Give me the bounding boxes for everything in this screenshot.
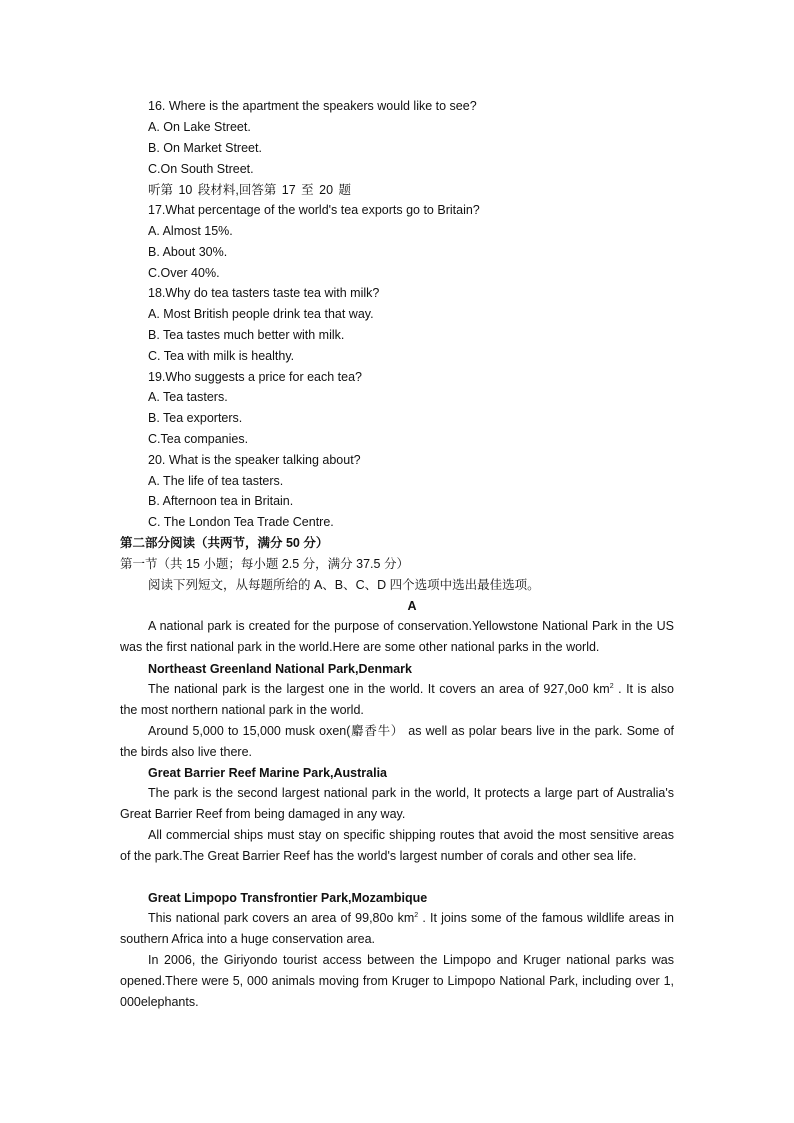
option-20c: C. The London Tea Trade Centre. [148,515,334,529]
option-16c: C.On South Street. [148,162,254,176]
part-title: 第二部分阅读（共两节，满分 50 分） [120,536,329,550]
section-note: 听第 10 段材料,回答第 17 至 20 题 [148,183,352,197]
section-title: 第一节（共 15 小题；每小题 2.5 分，满分 37.5 分） [120,557,409,571]
park3-paragraph2: In 2006, the Giriyondo tourist access between the Limpopo and Kruger national parks was opened.There were 5, 000 animals moving from Kruger to Limpopo National Park, including over 1, 000elephants. [120,953,674,1009]
option-18c: C. Tea with milk is healthy. [148,349,295,363]
option-18b: B. Tea tastes much better with milk. [148,328,345,342]
park2-heading: Great Barrier Reef Marine Park,Australia [148,766,387,780]
option-17b: B. About 30%. [148,245,228,259]
park1-paragraph2: Around 5,000 to 15,000 musk oxen(麝香牛） as well as polar bears live in the park. Some of the birds also live there. [120,724,674,759]
option-16b: B. On Market Street. [148,141,262,155]
passage-intro: A national park is created for the purpose of conservation.Yellowstone National Park in the US was the first national park in the world.Here are some other national parks in the world. [120,619,674,654]
option-17c: C.Over 40%. [148,266,220,280]
question-19: 19.Who suggests a price for each tea? [148,370,363,384]
question-16: 16. Where is the apartment the speakers would like to see? [148,99,477,113]
option-19b: B. Tea exporters. [148,411,243,425]
park2-paragraph1: The park is the second largest national park in the world, It protects a large part of Australia's Great Barrier Reef from being damaged in any way. [120,786,674,821]
park3-heading: Great Limpopo Transfrontier Park,Mozambique [148,891,428,905]
question-20: 20. What is the speaker talking about? [148,453,361,467]
passage-label: A [407,599,417,613]
park2-paragraph2: All commercial ships must stay on specific shipping routes that avoid the most sensitive areas of the park.The Great Barrier Reef has the world's largest number of corals and other sea life. [120,828,674,863]
question-18: 18.Why do tea tasters taste tea with milk? [148,286,380,300]
park1-heading: Northeast Greenland National Park,Denmark [148,662,412,676]
option-17a: A. Almost 15%. [148,224,233,238]
park1-paragraph1: The national park is the largest one in the world. It covers an area of 927,0o0 $km^2$ . It is also the most northern national park in the world. [120,682,674,717]
option-19c: C.Tea companies. [148,432,249,446]
option-19a: A. Tea tasters. [148,390,228,404]
option-20b: B. Afternoon tea in Britain. [148,494,294,508]
instruction: 阅读下列短文，从每题所给的 A、B、C、D 四个选项中选出最佳选项。 [148,578,540,592]
option-16a: A. On Lake Street. [148,120,251,134]
question-17: 17.What percentage of the world's tea exports go to Britain? [148,203,480,217]
option-20a: A. The life of tea tasters. [148,474,284,488]
option-18a: A. Most British people drink tea that way. [148,307,374,321]
park3-paragraph1: This national park covers an area of 99,80o $km^2$ . It joins some of the famous wildlife areas in southern Africa into a huge conservation area. [120,911,674,946]
